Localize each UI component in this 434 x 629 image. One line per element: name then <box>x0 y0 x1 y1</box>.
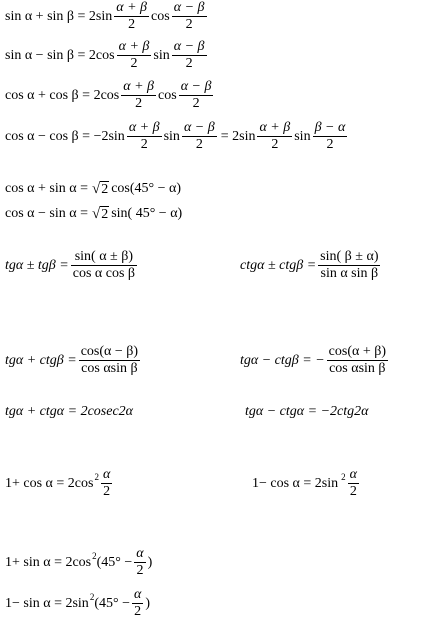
radicand: 2 <box>101 207 109 222</box>
formula-tg-minus-ctg-same <box>245 405 368 419</box>
fraction-denominator: 2 <box>128 17 136 32</box>
fraction <box>313 121 348 152</box>
fraction <box>327 345 388 376</box>
radical-sign: √ <box>91 181 101 198</box>
fraction-denominator: 2 <box>140 137 148 152</box>
formula-operator: sin <box>163 128 180 144</box>
formula-lhs: 1+ sin α = 2cos <box>5 554 92 570</box>
formula-text: tgα + ctgα = 2cosec2α <box>5 404 134 419</box>
fraction-numerator: α <box>349 467 357 482</box>
fraction <box>257 121 292 152</box>
fraction <box>121 80 156 111</box>
fraction-numerator: α + β <box>259 120 291 135</box>
fraction-denominator: 2 <box>185 56 193 71</box>
formula-operator: (45° − <box>96 554 133 570</box>
formula-text: tgα − ctgα = −2ctg2α <box>245 404 369 419</box>
radical-sign: √ <box>91 206 101 223</box>
exponent: 2 <box>92 551 97 561</box>
formula-one-minus-sin <box>5 588 150 619</box>
formula-lhs: cos α − sin α = <box>5 206 88 222</box>
square-root <box>92 181 109 197</box>
fraction <box>79 345 140 376</box>
fraction-numerator: α <box>102 467 111 482</box>
fraction <box>114 1 149 32</box>
fraction <box>132 588 143 619</box>
exponent: 2 <box>341 472 346 482</box>
fraction <box>318 250 380 281</box>
formula-ctg-pm-ctg <box>240 250 382 281</box>
fraction-numerator: α + β <box>128 120 160 135</box>
fraction-denominator: sin α sin β <box>320 266 379 281</box>
formula-one-plus-cos <box>5 468 114 499</box>
radicand: 2 <box>101 182 109 197</box>
formula-lhs: tgα + ctgβ = <box>5 352 77 368</box>
fraction-denominator: cos αsin β <box>81 361 138 376</box>
fraction <box>117 40 152 71</box>
fraction-numerator: cos(α − β) <box>80 344 139 359</box>
exponent: 2 <box>94 472 99 482</box>
square-root <box>92 206 109 222</box>
fraction-denominator: 2 <box>136 563 144 578</box>
formula-operator: cos <box>158 87 177 103</box>
formula-lhs: sin α − sin β = 2cos <box>5 47 115 63</box>
fraction-numerator: α − β <box>173 39 205 54</box>
formula-cos-diff <box>5 121 349 152</box>
fraction <box>172 1 207 32</box>
formula-tg-plus-ctg-same <box>5 405 133 419</box>
formula-tg-minus-ctg <box>240 345 390 376</box>
fraction-denominator: 2 <box>349 484 357 499</box>
fraction <box>348 468 359 499</box>
formula-rhs: cos(45° − α) <box>111 181 182 197</box>
formula-lhs: 1− sin α = 2sin <box>5 595 89 611</box>
formula-lhs: tgα ± tgβ = <box>5 257 69 273</box>
fraction-numerator: α <box>133 587 142 602</box>
formula-cos-plus-sin <box>5 181 181 197</box>
formula-operator: cos <box>151 8 170 24</box>
fraction-denominator: 2 <box>185 17 193 32</box>
formula-cos-minus-sin <box>5 206 182 222</box>
formula-lhs: 1+ cos α = 2cos <box>5 475 94 491</box>
fraction-numerator: α + β <box>116 0 148 15</box>
fraction <box>127 121 162 152</box>
fraction-denominator: 2 <box>195 137 203 152</box>
closing-paren: ) <box>147 554 153 570</box>
formula-operator: sin <box>153 47 170 63</box>
formula-cos-sum <box>5 80 215 111</box>
formula-lhs: sin α + sin β = 2sin <box>5 8 113 24</box>
fraction <box>71 250 137 281</box>
fraction-denominator: 2 <box>134 604 142 619</box>
formula-operator: (45° − <box>94 595 130 611</box>
fraction-numerator: sin( α ± β) <box>74 249 134 264</box>
fraction <box>101 468 112 499</box>
fraction-numerator: α <box>136 546 144 561</box>
fraction-denominator: 2 <box>130 56 138 71</box>
formula-tg-plus-ctg <box>5 345 142 376</box>
fraction-denominator: cos α cos β <box>72 266 136 281</box>
closing-paren: ) <box>145 595 150 611</box>
fraction <box>179 80 214 111</box>
fraction-numerator: sin( β ± α) <box>320 249 379 264</box>
formula-lhs: ctgα ± ctgβ = <box>240 257 317 273</box>
fraction-numerator: α + β <box>118 39 150 54</box>
exponent: 2 <box>89 592 95 602</box>
fraction-numerator: α − β <box>173 0 205 15</box>
formula-equals: = 2sin <box>220 128 256 144</box>
fraction <box>172 40 207 71</box>
formula-lhs: cos α + sin α = <box>5 181 88 197</box>
formula-sin-diff <box>5 40 209 71</box>
fraction-numerator: β − α <box>314 120 346 135</box>
fraction <box>134 547 145 578</box>
formula-one-minus-cos <box>252 468 361 499</box>
fraction-denominator: 2 <box>326 137 334 152</box>
fraction-denominator: cos αsin β <box>329 361 386 376</box>
fraction-denominator: 2 <box>135 96 143 111</box>
fraction <box>182 121 217 152</box>
formula-lhs: 1− cos α = 2sin <box>252 475 339 491</box>
fraction-denominator: 2 <box>103 484 111 499</box>
fraction-numerator: α − β <box>180 79 212 94</box>
formula-sin-sum <box>5 1 209 32</box>
fraction-numerator: α − β <box>183 120 215 135</box>
formula-tg-pm-tg <box>5 250 139 281</box>
fraction-denominator: 2 <box>192 96 200 111</box>
fraction-numerator: cos(α + β) <box>328 344 386 359</box>
formula-one-plus-sin <box>5 547 152 578</box>
formula-operator: sin <box>294 128 311 144</box>
formula-rhs: sin( 45° − α) <box>111 206 183 222</box>
fraction-numerator: α + β <box>123 79 155 94</box>
fraction-denominator: 2 <box>271 137 279 152</box>
formula-lhs: tgα − ctgβ = − <box>240 352 325 368</box>
formula-lhs: cos α − cos β = −2sin <box>5 128 125 144</box>
formula-lhs: cos α + cos β = 2cos <box>5 87 120 103</box>
